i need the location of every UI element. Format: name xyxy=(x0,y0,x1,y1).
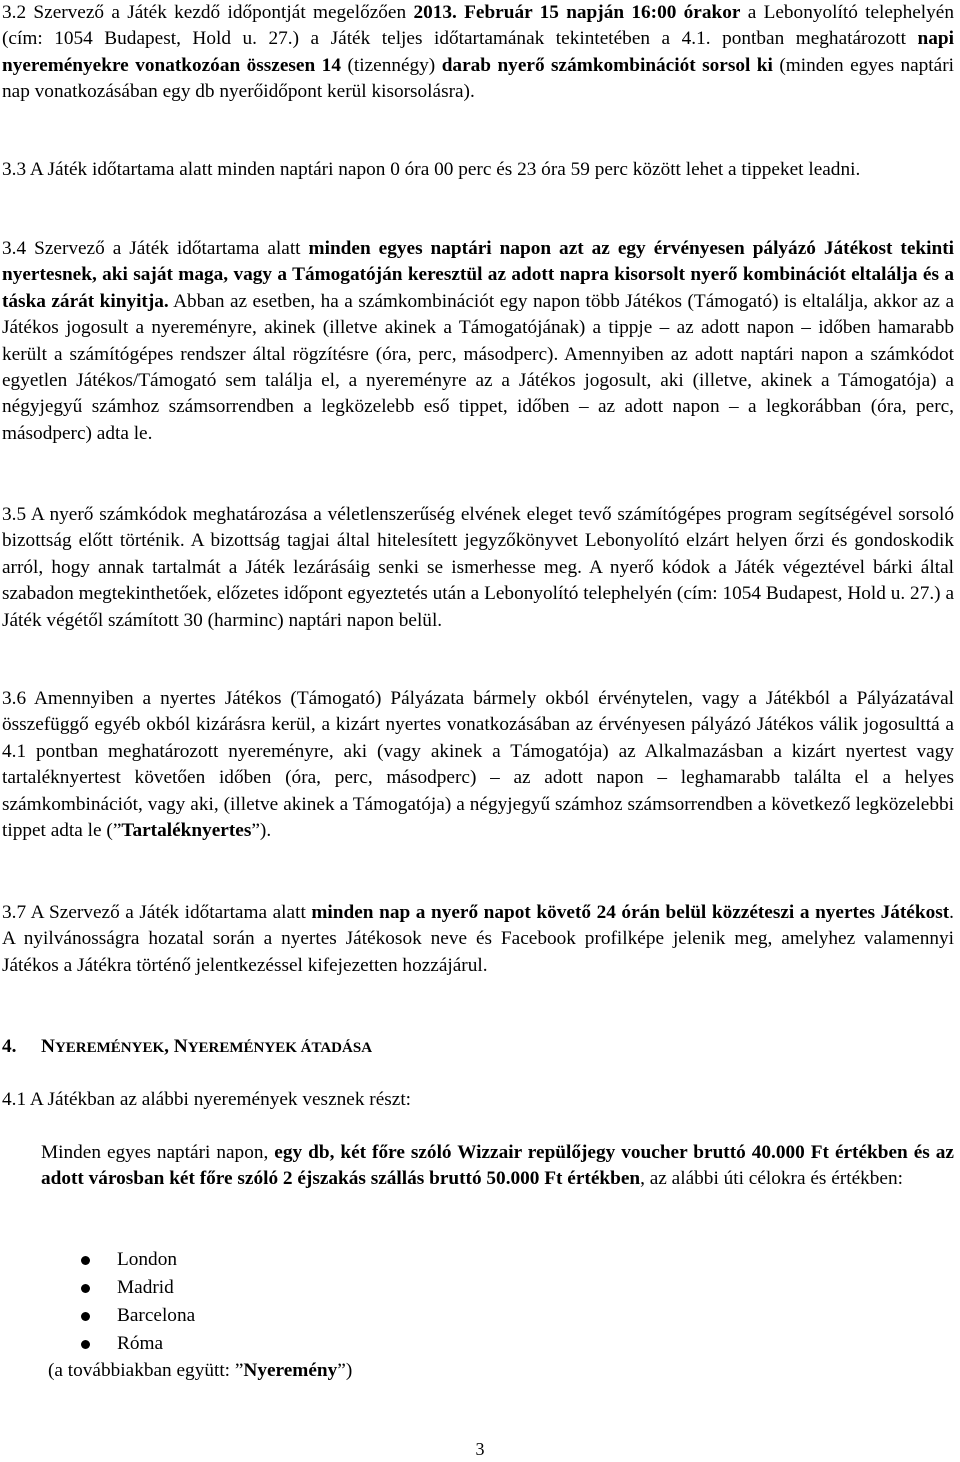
bullet-icon xyxy=(81,1256,90,1265)
section-number: 3.5 xyxy=(2,504,27,525)
list-item xyxy=(41,1330,195,1358)
text: (a továbbiakban együtt: ” xyxy=(48,1360,244,1381)
list-item xyxy=(41,1246,195,1274)
paragraph-3-3 xyxy=(2,157,954,183)
bullet-icon xyxy=(81,1284,90,1293)
section-heading-4 xyxy=(2,1034,372,1061)
bullet-icon xyxy=(81,1340,90,1349)
list-item xyxy=(41,1302,195,1330)
bold-text: Nyeremény xyxy=(243,1360,338,1381)
text: A Szervező a Játék időtartama alatt xyxy=(26,902,312,923)
bold-text: minden nap a nyerő napot követő 24 órán belül közzéteszi a nyertes Játékost xyxy=(311,902,950,923)
section-number: 3.2 xyxy=(2,2,27,23)
section-number: 3.6 xyxy=(2,688,27,709)
list-item-label: Róma xyxy=(117,1333,164,1354)
list-item xyxy=(41,1274,195,1302)
prize-note xyxy=(48,1358,352,1384)
paragraph-3-4 xyxy=(2,236,954,447)
bold-text: napi nyereményekre vonatkozóan összesen 14 xyxy=(2,28,954,76)
text: (minden egyes naptári nap vonatkozásában egy db nyerőidőpont kerül kisorsolásra). xyxy=(2,54,954,103)
section-number: 3.3 xyxy=(2,159,27,180)
section-number: 4.1 xyxy=(2,1089,27,1110)
bold-text: minden egyes naptári napon azt az egy érvényesen pályázó Játékost tekinti nyertesnek, aki saját maga, vagy a Támogatóján keresztül az adott napra kisorsolt nyerő kombinációt eltalálja és a táska zárát kinyitja. xyxy=(2,238,954,312)
bold-text: egy db, két főre szóló Wizzair repülőjegy voucher bruttó 40.000 Ft értékben és az adott városban két főre szóló 2 éjszakás szállás bruttó 50.000 Ft értékben xyxy=(41,1142,954,1190)
text: Szervező a Játék időtartama alatt xyxy=(26,238,309,259)
list-item-label: Barcelona xyxy=(117,1305,196,1326)
list-item-label: London xyxy=(117,1249,177,1270)
text: , az alábbi úti célokra és értékben: xyxy=(640,1168,903,1190)
text: Szervező a Játék kezdő időpontját megelőzően xyxy=(26,2,414,23)
text: Abban az esetben, ha a számkombinációt egy napon több Játékos (Támogató) is eltalálja, akkor az a Játékos jogosult a nyereményre, akinek (illetve akinek a Támogatójának) a tippje – az adott napon – időben hamarabb került a számítógépes rendszer által rögzítésre (óra, perc, másodperc). Amennyiben az adott naptári napon a számkódot egyetlen Játékos/Támogató sem találja el, a nyereményre az a Játékos jogosult, aki (illetve, akinek a Támogatója) a négyjegyű számhoz számsorrendben a legközelebb eső tippet, időben – az adott napon – a legkorábban (óra, perc, másodperc) adta le. xyxy=(2,290,954,444)
heading-text: YEREMÉNYEK xyxy=(54,1040,165,1056)
page-number: 3 xyxy=(475,1439,485,1459)
heading-text: N xyxy=(41,1036,55,1057)
bold-text: darab nyerő számkombinációt sorsol ki xyxy=(441,54,773,76)
text: . A nyilvánosságra hozatal során a nyertes Játékosok neve és Facebook profilképe jelenik meg, amelyhez valamennyi Játékos a Játékra történő jelentkezéssel kifejezetten hozzájárul. xyxy=(2,902,954,976)
bold-text: 2013. Február 15 napján 16:00 órakor xyxy=(413,2,741,23)
paragraph-3-7 xyxy=(2,900,954,979)
list-item-label: Madrid xyxy=(117,1277,174,1298)
destination-list xyxy=(41,1246,195,1358)
text: A Játékban az alábbi nyeremények vesznek részt: xyxy=(26,1089,412,1110)
text: a Lebonyolító telephelyén (cím: 1054 Budapest, Hold u. 27.) a Játék teljes időtartamának tekintetében a 4.1. pontban meghatározott xyxy=(2,2,954,50)
paragraph-3-5 xyxy=(2,502,954,634)
heading-text: , xyxy=(164,1036,174,1057)
text: Minden egyes naptári napon, xyxy=(41,1142,275,1163)
paragraph-4-1 xyxy=(2,1087,954,1113)
prize-paragraph xyxy=(41,1140,954,1193)
text: Amennyiben a nyertes Játékos (Támogató) Pályázata bármely okból érvénytelen, vagy a Játékból a Pályázatával összefüggő egyéb okból kizárásra kerül, a kizárt nyertes vonatkozásában az érvényesen pályázó Játékos válik jogosulttá a 4.1 pontban meghatározott nyereményre, aki (vagy akinek a Támogatója) az Alkalmazásban a kizárt nyertest vagy tartaléknyertest követően időben (óra, perc, másodperc) – az adott napon – leghamarabb találta el a helyes számkombinációt, vagy aki, (illetve akinek a Támogatója) a négyjegyű számhoz számsorrendben a következő legközelebbi tippet adta le (” xyxy=(2,688,954,842)
bold-text: Tartaléknyertes xyxy=(121,820,252,842)
section-number: 3.4 xyxy=(2,238,27,259)
heading-number: 4. xyxy=(2,1036,17,1057)
text: A nyerő számkódok meghatározása a véletlenszerűség elvének eleget tevő számítógépes program segítségével sorsoló bizottság előtt történik. A bizottság tagjai által hitelesített jegyzőkönyvet Lebonyolító elzárt helyen őrzi és gondoskodik arról, hogy annak tartalmát a Játék lezárásáig senki se ismerhesse meg. A nyerő kódok a Játék végeztével bárki által szabadon megtekinthetőek, előzetes időpont egyeztetés után a Lebonyolító telephelyén (cím: 1054 Budapest, Hold u. 27.) a Játék végétől számított 30 (harminc) naptári napon belül. xyxy=(2,504,954,631)
paragraph-3-6 xyxy=(2,686,954,844)
text: A Játék időtartama alatt minden naptári napon 0 óra 00 perc és 23 óra 59 perc között lehet a tippeket leadni. xyxy=(26,159,861,180)
paragraph-3-2 xyxy=(2,0,954,106)
text: ”). xyxy=(251,820,272,842)
text: (tizennégy) xyxy=(340,54,442,76)
text: ”) xyxy=(337,1360,353,1381)
bullet-icon xyxy=(81,1312,90,1321)
heading-text: N xyxy=(173,1036,188,1057)
heading-text: YEREMÉNYEK ÁTADÁSA xyxy=(187,1040,373,1056)
section-number: 3.7 xyxy=(2,902,27,923)
